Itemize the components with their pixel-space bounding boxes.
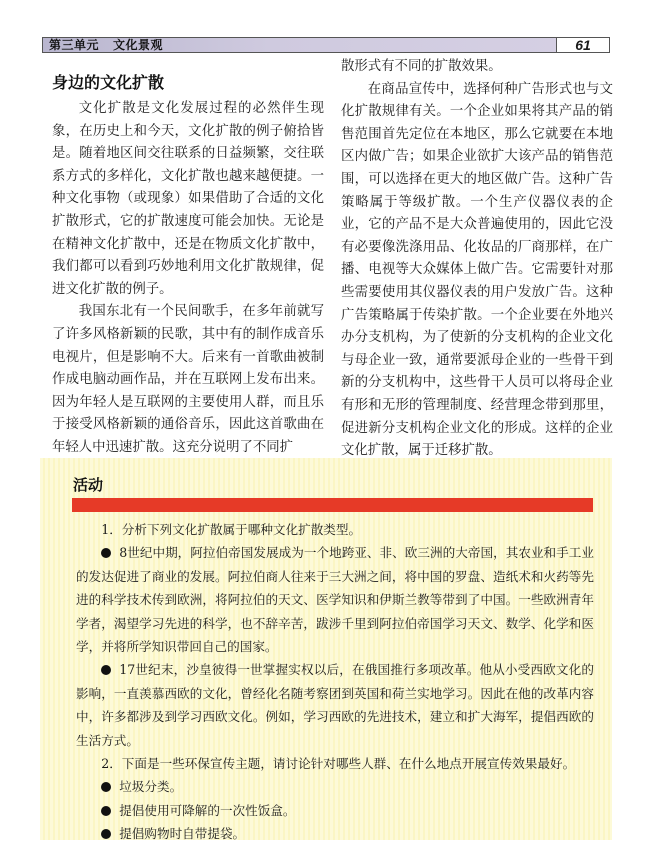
- case-item: [76, 658, 594, 752]
- activity-body: [76, 518, 594, 846]
- activity-divider-bar: [72, 498, 593, 512]
- bullet-icon: [101, 545, 119, 560]
- left-column: [52, 58, 324, 460]
- topic-item: [76, 799, 594, 822]
- topic-text: 提倡使用可降解的一次性饭盒。: [119, 802, 296, 818]
- case-text: 17世纪末，沙皇彼得一世掌握实权以后，在俄国推行多项改革。他从小受西欧文化的影响，一直羡慕西欧的文化，曾经化名随考察团到英国和荷兰实地学习。因此在他的改革内容中，许多都涉及到学习西欧文化。例如，学习西欧的先进技术，建立和扩大海军，提倡西欧的生活方式。: [76, 662, 594, 748]
- topic-item: [76, 822, 594, 845]
- right-column: [341, 56, 613, 463]
- paragraph: 在商品宣传中，选择何种广告形式也与文化扩散规律有关。一个企业如果将其产品的销售范围首先定位在本地区，那么它就要在本地区内做广告；如果企业欲扩大该产品的销售范围，可以选择在更大的地区做广告。这种广告策略属于等级扩散。一个生产仪器仪表的企业，它的产品不是大众普遍使用的，因此它没有必要像洗涤用品、化妆品的厂商那样，在广播、电视等大众媒体上做广告。它需要针对那些需要使用其仪器仪表的用户发放广告。这种广告策略属于传染扩散。一个企业要在外地兴办分支机构，为了使新的分支机构的企业文化与母企业一致，通常要派母企业的一些骨干到新的分支机构中，这些骨干人员可以将母企业有形和无形的管理制度、经营理念带到那里，促进新分支机构企业文化的形成。这样的企业文化扩散，属于迁移扩散。: [341, 81, 613, 459]
- topic-text: 垃圾分类。: [119, 779, 183, 795]
- page-number: 61: [556, 38, 609, 52]
- paragraph: 文化扩散是文化发展过程的必然伴生现象，在历史上和今天，文化扩散的例子俯拾皆是。随着地区间交往联系的日益频繁，交往联系方式的多样化，文化扩散也越来越便捷。一种文化事物（或现象）如果借助了合适的文化扩散形式，它的扩散速度可能会加快。无论是在精神文化扩散中，还是在物质文化扩散中，我们都可以看到巧妙地利用文化扩散规律，促进文化扩散的例子。: [52, 101, 324, 297]
- section-title: 身边的文化扩散: [52, 73, 165, 92]
- activity-title: 活动: [73, 476, 104, 494]
- topic-item: [76, 775, 594, 798]
- bullet-icon: [101, 662, 119, 677]
- bullet-icon: [101, 803, 119, 818]
- unit-label: 第三单元: [49, 38, 100, 52]
- topic-text: 提倡购物时自带提袋。: [119, 826, 246, 842]
- unit-title: [43, 38, 556, 52]
- bullet-icon: [101, 779, 119, 794]
- question-2: 2．下面是一些环保宣传主题，请讨论针对哪些人群、在什么地点开展宣传效果最好。: [101, 756, 576, 772]
- bullet-icon: [101, 826, 119, 841]
- activity-box: [40, 458, 612, 840]
- question-1: 1．分析下列文化扩散属于哪种文化扩散类型。: [101, 522, 362, 537]
- case-item: [76, 541, 594, 658]
- paragraph: 我国东北有一个民间歌手，在多年前就写了许多风格新颖的民歌，其中有的制作成音乐电视片，但是影响不大。后来有一首歌曲被制作成电脑动画作品，并在互联网上发布出来。因为年轻人是互联网的主要使用人群，而且乐于接受风格新颖的通俗音乐，因此这首歌曲在年轻人中迅速扩散。这充分说明了不同扩: [52, 304, 324, 455]
- running-header: [42, 37, 610, 53]
- paragraph-continuation: 散形式有不同的扩散效果。: [341, 59, 502, 74]
- case-text: 8世纪中期，阿拉伯帝国发展成为一个地跨亚、非、欧三洲的大帝国，其农业和手工业的发达促进了商业的发展。阿拉伯商人往来于三大洲之间，将中国的罗盘、造纸术和火药等先进的科学技术传到欧洲，将阿拉伯的天文、医学知识和伊斯兰教等带到了中国。一些欧洲青年学者，渴望学习先进的科学，也不辞辛苦，跋涉千里到阿拉伯帝国学习天文、数学、化学和医学，并将所学知识带回自己的国家。: [76, 545, 594, 655]
- unit-name: 文化景观: [113, 38, 164, 52]
